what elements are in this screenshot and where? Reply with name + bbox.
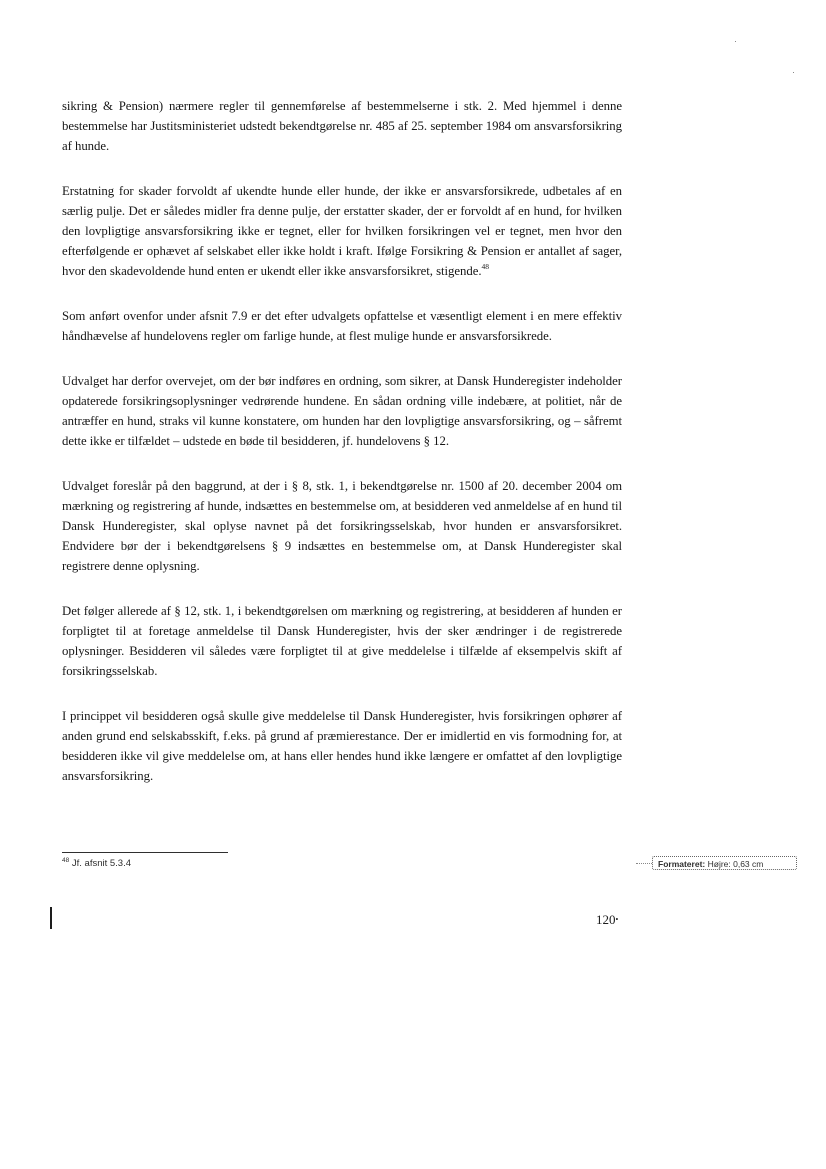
format-balloon-value: Højre: 0,63 cm: [707, 859, 764, 869]
paragraph-proposal: Udvalget foreslår på den baggrund, at der i § 8, stk. 1, i bekendtgørelse nr. 1500 af 20. december 2004 om mærkning og registrering af hunde, indsættes en bestemmelse om, at besidderen ved anmeldelse af en hund til Dansk Hunderegister, skal oplyse navnet på det forsikringsselskab, hvor hunden er ansvarsforsikret. Endvidere bør der i bekendtgørelsens § 9 indsættes en bestemmelse om, at Dansk Hunderegister skal registrere denne oplysning.: [62, 479, 622, 573]
paragraph-compensation-pool: [62, 181, 622, 281]
paragraph-register-scheme: Udvalget har derfor overvejet, om der bør indføres en ordning, som sikrer, at Dansk Hunderegister indeholder opdaterede forsikringsoplysninger vedrørende hundene. En sådan ordning ville indebære, at politiet, når de antræffer en hund, straks vil kunne konstatere, om hunden har den lovpligtige ansvarsforsikring, og – såfremt dette ikke er tilfældet – udstede en bøde til besidderen, jf. hundelovens § 12.: [62, 374, 622, 448]
format-change-balloon[interactable]: [652, 856, 797, 870]
page-number-value: 120: [596, 912, 616, 927]
footnote-separator: [62, 852, 228, 853]
paragraph-notification-duty: Det følger allerede af § 12, stk. 1, i bekendtgørelsen om mærkning og registrering, at besidderen af hunden er forpligtet til at foretage anmeldelse til Dansk Hunderegister, hvis der sker ændringer i de registrerede oplysninger. Besidderen vil således være forpligtet til at give meddelelse i tilfælde af eksempelvis skift af forsikringsselskab.: [62, 604, 622, 678]
paragraph-compensation-pool-text: Erstatning for skader forvoldt af ukendte hunde eller hunde, der ikke er ansvarsforsikrede, udbetales af en særlig pulje. Det er således midler fra denne pulje, der erstatter skader, der er forvoldt af en hund, for hvilken den lovpligtige ansvarsforsikring ikke er tegnet, eller for hvilken forsikringen vel er tegnet, men hvor den efterfølgende er ophævet af selskabet eller ikke holdt i kraft. Ifølge Forsikring & Pension er antallet af sager, hvor den skadevoldende hund enten er ukendt eller ikke ansvarsforsikret, stigende.: [62, 184, 622, 278]
footnote-number: 48: [62, 857, 70, 864]
balloon-connector-line: [636, 863, 652, 864]
footnote: [62, 858, 131, 870]
body-text: [62, 96, 622, 811]
page-number: [596, 912, 618, 928]
footnote-reference[interactable]: 48: [481, 262, 489, 271]
scan-speck: [735, 41, 736, 42]
change-bar-marker: [50, 907, 52, 929]
footnote-text: Jf. afsnit 5.3.4: [71, 858, 132, 869]
format-balloon-label: Formateret:: [658, 859, 706, 869]
page-number-mark: •: [615, 915, 619, 924]
scan-speck: [793, 72, 794, 73]
paragraph-insurance-rules: sikring & Pension) nærmere regler til gennemførelse af bestemmelserne i stk. 2. Med hjemmel i denne bestemmelse har Justitsministeriet udstedt bekendtgørelse nr. 485 af 25. september 1984 om ansvarsforsikring af hunde.: [62, 99, 622, 153]
paragraph-principle: I princippet vil besidderen også skulle give meddelelse til Dansk Hunderegister, hvis forsikringen ophører af anden grund end selskabsskift, f.eks. på grund af præmierestance. Der er imidlertid en vis formodning for, at besidderen ikke vil give meddelelse om, at hans eller hendes hund ikke længere er omfattet af den lovpligtige ansvarsforsikring.: [62, 709, 622, 783]
paragraph-enforcement: Som anført ovenfor under afsnit 7.9 er det efter udvalgets opfattelse et væsentligt element i en mere effektiv håndhævelse af hundelovens regler om farlige hunde, at flest mulige hunde er ansvarsforsikrede.: [62, 309, 622, 343]
